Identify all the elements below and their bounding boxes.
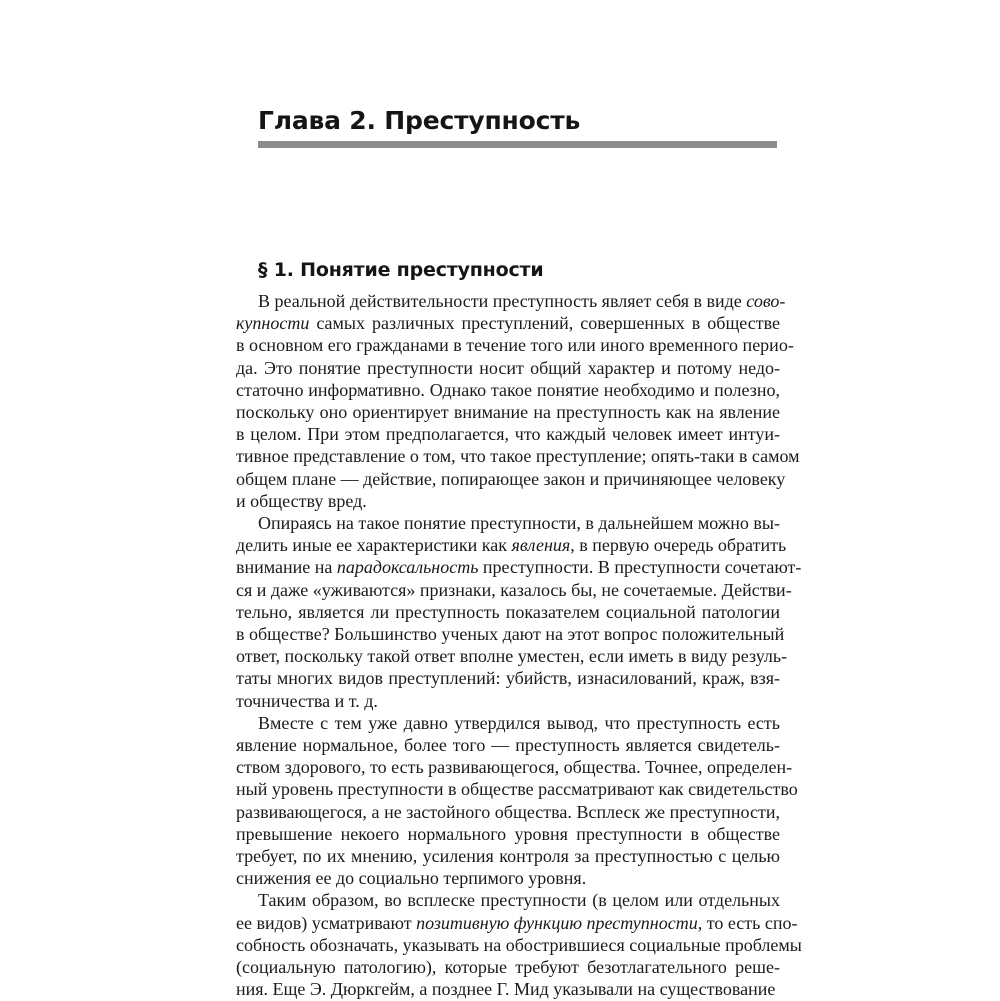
text-line — [236, 912, 798, 934]
text-run: общем плане — действие, попирающее закон и причиняющее человеку — [236, 468, 786, 489]
text-line — [236, 379, 780, 401]
text-run: В реальной действительности преступность являет себя в виде — [258, 291, 747, 311]
paragraph — [236, 889, 802, 1000]
text-run: явление нормальное, более того — преступность является свидетель- — [236, 735, 780, 756]
text-run: поскольку оно ориентирует внимание на преступность как на явление — [236, 402, 780, 423]
text-run: ответ, поскольку такой ответ вполне уместен, если иметь в виду резуль- — [236, 646, 788, 667]
text-line — [236, 445, 800, 467]
text-run: Опираясь на такое понятие преступности, в дальнейшем можно вы- — [258, 513, 780, 534]
text-run: тельно, является ли преступность показателем социальной патологии — [236, 601, 780, 622]
text-line — [236, 556, 802, 578]
italic-term: позитивную функцию преступности — [416, 912, 698, 933]
text-run: развивающегося, а не застойного общества. Всплеск же преступности, — [236, 801, 780, 822]
text-line — [236, 290, 786, 312]
text-run: ния. Еще Э. Дюркгейм, а позднее Г. Мид указывали на существование — [236, 979, 776, 1000]
text-run: ный уровень преступности в обществе рассматривают как свидетельство — [236, 779, 798, 800]
text-run: статочно информативно. Однако такое понятие необходимо и полезно, — [236, 379, 780, 400]
chapter-title: Глава 2. Преступность — [258, 106, 581, 135]
text-line — [236, 801, 780, 823]
chapter-title-rule — [258, 141, 777, 148]
text-line — [236, 667, 780, 689]
text-line — [236, 756, 793, 778]
text-run: таты многих видов преступлений: убийств, изнасилований, краж, взя- — [236, 668, 780, 689]
text-run: внимание на — [236, 557, 337, 578]
text-run: (социальную патологию), которые требуют безотлагательного реше- — [236, 957, 780, 978]
text-run: точничества и т. д. — [236, 690, 378, 711]
text-line — [236, 734, 780, 756]
text-run: и обществу вред. — [236, 490, 367, 511]
text-run: собность обозначать, указывать на обострившиеся социальные проблемы — [236, 934, 802, 955]
text-line — [236, 423, 780, 445]
body-text — [236, 290, 802, 1001]
text-line — [236, 934, 802, 956]
text-run: превышение некоего нормального уровня преступности в обществе — [236, 823, 780, 844]
text-run: , то есть спо- — [697, 912, 798, 933]
paragraph — [236, 512, 802, 712]
text-line — [236, 778, 798, 800]
text-line — [236, 978, 780, 1000]
text-line — [236, 645, 788, 667]
text-line — [236, 623, 785, 645]
text-run: Вместе с тем уже давно утвердился вывод, что преступность есть — [258, 712, 780, 733]
text-run: в обществе? Большинство ученых дают на этот вопрос положительный — [236, 624, 785, 645]
text-run: самых различных преступлений, совершенных в обществе — [309, 313, 780, 334]
text-run: в целом. При этом предполагается, что каждый человек имеет интуи- — [236, 424, 780, 445]
text-line — [236, 512, 780, 534]
paragraph — [236, 712, 798, 890]
text-line — [236, 579, 792, 601]
text-run: требует, по их мнению, усиления контроля за преступностью с целью — [236, 846, 780, 867]
text-line — [236, 357, 780, 379]
text-run: делить иные ее характеристики как — [236, 535, 512, 556]
text-run: тивное представление о том, что такое преступление; опять-таки в самом — [236, 446, 800, 467]
italic-term: явления — [511, 535, 571, 556]
text-line — [236, 712, 780, 734]
text-run: Таким образом, во всплеске преступности (в целом или отдельных — [258, 890, 780, 911]
text-line — [236, 956, 780, 978]
text-line — [236, 468, 786, 490]
text-line — [236, 534, 787, 556]
text-line — [236, 889, 780, 911]
text-line — [236, 690, 780, 712]
section-title: § 1. Понятие преступности — [258, 259, 544, 281]
text-run: да. Это понятие преступности носит общий характер и потому недо- — [236, 357, 780, 378]
text-run: в основном его гражданами в течение того или иного временного перио- — [236, 335, 794, 356]
text-run: преступности. В преступности сочетают- — [478, 557, 802, 578]
text-run: ся и даже «уживаются» признаки, казалось бы, не сочетаемые. Действи- — [236, 579, 792, 600]
paragraph — [236, 290, 800, 512]
italic-term: парадоксальность — [336, 557, 479, 578]
italic-term: купности — [236, 313, 310, 334]
text-line — [236, 401, 780, 423]
text-run: снижения ее до социально терпимого уровня. — [236, 868, 587, 889]
text-line — [236, 867, 780, 889]
text-run: ее видов) усматривают — [236, 912, 417, 933]
text-line — [236, 601, 780, 623]
text-line — [236, 312, 780, 334]
text-run: ством здорового, то есть развивающегося, общества. Точнее, определен- — [236, 757, 793, 778]
italic-term: сово- — [746, 291, 786, 311]
text-line — [236, 490, 780, 512]
text-line — [236, 845, 780, 867]
text-line — [236, 334, 794, 356]
text-line — [236, 823, 780, 845]
text-run: , в первую очередь обратить — [570, 535, 787, 556]
